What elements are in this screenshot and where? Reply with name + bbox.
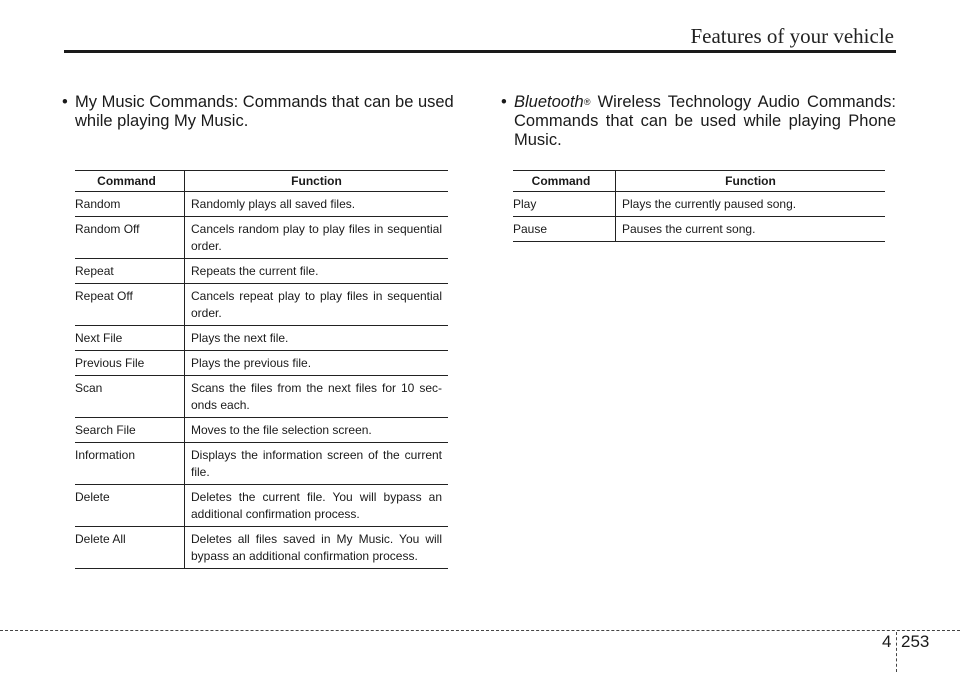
function-cell: Pauses the current song. (616, 217, 886, 242)
page-number-divider (896, 632, 897, 672)
table-row (75, 259, 448, 284)
footer-rule (0, 630, 960, 631)
column-header-function: Function (616, 171, 886, 192)
function-cell: Scans the files from the next files for 10 sec-onds each. (185, 376, 449, 418)
table-header-row (75, 171, 448, 192)
function-cell: Repeats the current file. (185, 259, 449, 284)
my-music-intro-line1: My Music Commands: Commands that can be used (75, 93, 454, 111)
command-cell: Scan (75, 376, 185, 418)
table-row (513, 217, 885, 242)
bluetooth-audio-commands-table (513, 170, 885, 242)
bluetooth-intro (501, 93, 896, 150)
my-music-intro (62, 93, 459, 131)
function-cell: Randomly plays all saved files. (185, 192, 449, 217)
command-cell: Random Off (75, 217, 185, 259)
table-row (75, 217, 448, 259)
function-cell: Plays the currently paused song. (616, 192, 886, 217)
command-cell: Previous File (75, 351, 185, 376)
command-cell: Play (513, 192, 616, 217)
table-row (75, 443, 448, 485)
bullet-icon: • (501, 93, 507, 111)
page-header-title: Features of your vehicle (690, 24, 894, 48)
bluetooth-intro-text: Wireless Technology Audio Commands: Commands that can be used while playing Phone Music. (514, 93, 896, 149)
table-row (75, 284, 448, 326)
column-header-command: Command (75, 171, 185, 192)
table-row (75, 326, 448, 351)
function-cell: Plays the next file. (185, 326, 449, 351)
bullet-icon: • (62, 93, 68, 111)
command-cell: Delete (75, 485, 185, 527)
my-music-intro-line2: while playing My Music. (75, 112, 249, 130)
chapter-number: 4 (882, 632, 892, 651)
table-row (75, 527, 448, 569)
page-number: 253 (901, 632, 930, 651)
table-row (75, 418, 448, 443)
command-cell: Search File (75, 418, 185, 443)
function-cell: Deletes all files saved in My Music. You will bypass an additional confirmation process. (185, 527, 449, 569)
table-row (75, 192, 448, 217)
command-cell: Pause (513, 217, 616, 242)
table-row (75, 376, 448, 418)
column-header-function: Function (185, 171, 449, 192)
table-row (75, 351, 448, 376)
bluetooth-brand: Bluetooth (514, 93, 584, 111)
command-cell: Information (75, 443, 185, 485)
function-cell: Deletes the current file. You will bypass an additional confirmation process. (185, 485, 449, 527)
command-cell: Random (75, 192, 185, 217)
registered-mark: ® (583, 97, 591, 107)
function-cell: Cancels random play to play files in sequential order. (185, 217, 449, 259)
table-header-row (513, 171, 885, 192)
command-cell: Delete All (75, 527, 185, 569)
table-row (75, 485, 448, 527)
function-cell: Cancels repeat play to play files in sequential order. (185, 284, 449, 326)
command-cell: Repeat (75, 259, 185, 284)
function-cell: Moves to the file selection screen. (185, 418, 449, 443)
header-rule (64, 50, 896, 53)
command-cell: Next File (75, 326, 185, 351)
function-cell: Displays the information screen of the current file. (185, 443, 449, 485)
table-row (513, 192, 885, 217)
command-cell: Repeat Off (75, 284, 185, 326)
function-cell: Plays the previous file. (185, 351, 449, 376)
my-music-commands-table (75, 170, 448, 569)
column-header-command: Command (513, 171, 616, 192)
